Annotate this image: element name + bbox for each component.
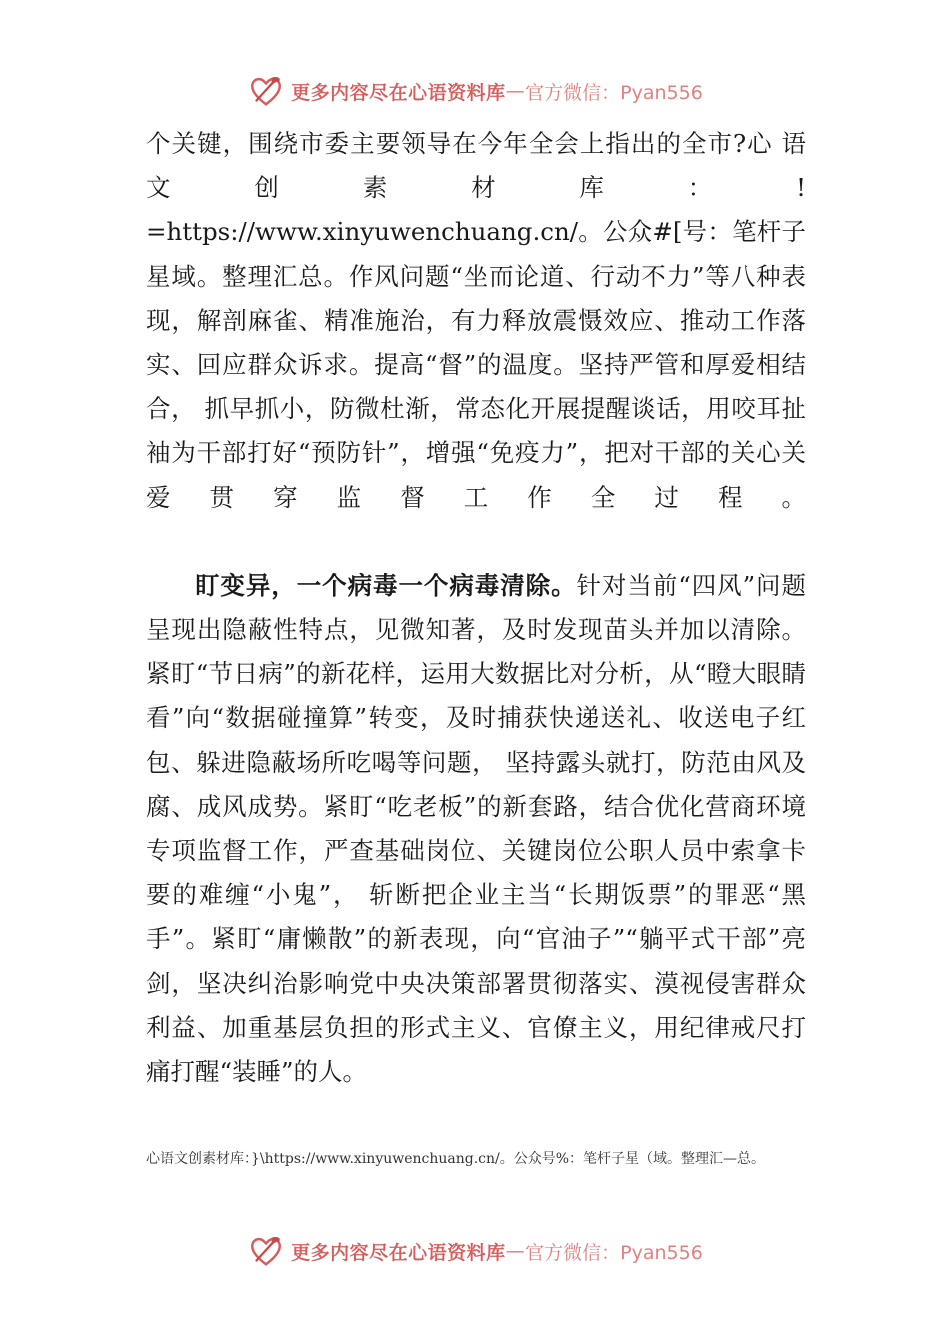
- footer-banner: [0, 1226, 950, 1276]
- paragraph-2: [146, 564, 806, 1094]
- paragraph-2-text: 针对当前“四风”问题呈现出隐蔽性特点，见微知著，及时发现苗头并加以清除。紧盯“节日病”的新花样，运用大数据比对分析，从“瞪大眼睛看”向“数据碰撞算”转变，及时捕获快递送礼、收送电子红包、躲进隐蔽场所吃喝等问题， 坚持露头就打，防范由风及腐、成风成势。紧盯“吃老板”的新套路，结合优化营商环境专项监督工作，严查基础岗位、关键岗位公职人员中索拿卡要的难缠“小鬼”， 斩断把企业主当“长期饭票”的罪恶“黑手”。紧盯“庸懒散”的新表现，向“官油子”“躺平式干部”亮剑，坚决纠治影响党中央决策部署贯彻落实、漠视侵害群众利益、加重基层负担的形式主义、官僚主义，用纪律戒尺打痛打醒“装睡”的人。: [146, 570, 806, 1087]
- paragraph-2-heading: 盯变异，一个病毒一个病毒清除。: [195, 570, 577, 600]
- quill-heart-logo-icon: [247, 72, 285, 110]
- banner-contact: 官方微信：Pyan556: [525, 81, 703, 104]
- quill-heart-logo-icon: [247, 1232, 285, 1270]
- banner-title: 更多内容尽在心语资料库: [291, 81, 506, 104]
- paragraph-1: 个关键，围绕市委主要领导在今年全会上指出的全市?心 语 文 创 素 材 库 ： ! =https://www.xinyuwenchuang.cn/。公众#[号：笔杆子星域。整理汇总。作风问题“坐而论道、行动不力”等八种表现，解剖麻雀、精准施治，有力释放震慑效应、推动工作落实、回应群众诉求。提高“督”的温度。坚持严管和厚爱相结合， 抓早抓小，防微杜渐，常态化开展提醒谈话，用咬耳扯袖为干部打好“预防针”，增强“免疫力”，把对干部的关心关爱贯穿监督工作全过程。: [146, 129, 806, 512]
- banner-title: 更多内容尽在心语资料库: [291, 1241, 506, 1264]
- banner-separator: —: [505, 80, 526, 102]
- footnote: 心语文创素材库：}\https://www.xinyuwenchuang.cn/。公众号%：笔杆子星（域。整理汇—总。: [146, 1151, 766, 1167]
- banner-separator: —: [505, 1240, 526, 1262]
- header-banner: [0, 66, 950, 116]
- document-body: [146, 122, 806, 1094]
- banner-contact: 官方微信：Pyan556: [525, 1241, 703, 1264]
